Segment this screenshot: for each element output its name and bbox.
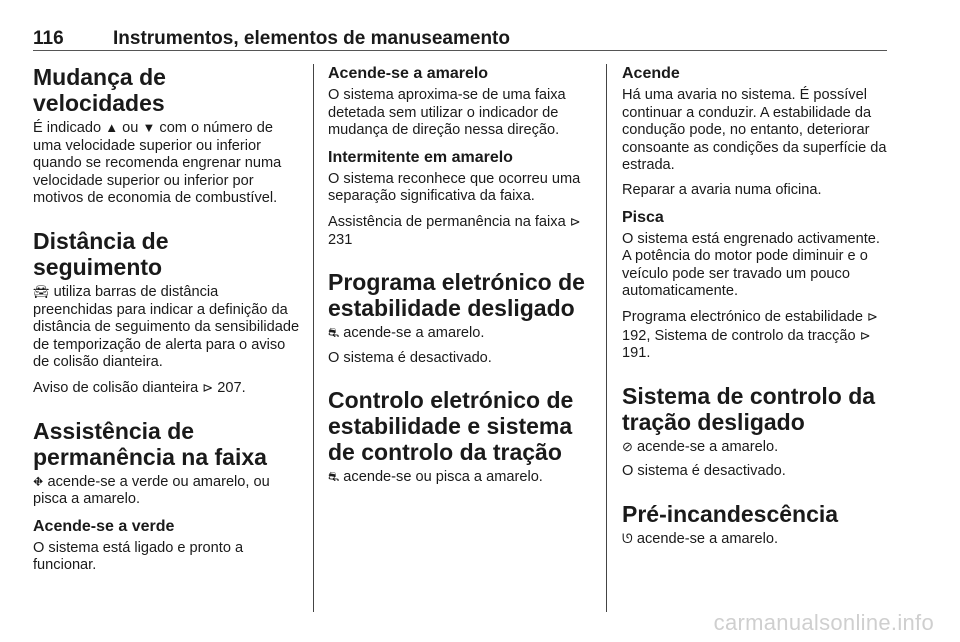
- paragraph-esc-off-1: ⛐ acende-se a amarelo.: [328, 325, 485, 342]
- traction-page-ref[interactable]: 191.: [622, 345, 651, 362]
- esc-off-icon: ⛐: [328, 325, 340, 341]
- heading-esc-off: Programa eletrónico de estabilidade desligado: [328, 269, 585, 322]
- paragraph-gear-shift: É indicado ▲ ou ▼ com o número de uma velocidade superior ou inferior quando se recomenda engrenar numa velocidade superior ou inferior por motivos de economia de combustível.: [33, 120, 282, 207]
- vehicle-ahead-icon: 🚘︎: [33, 283, 50, 299]
- column-2: [328, 64, 596, 612]
- shift-up-icon: ▲: [105, 120, 119, 135]
- column-divider: [606, 64, 607, 612]
- paragraph-esc-ref: Programa electrónico de estabilidade ⊳ 192, Sistema de controlo da tracção ⊳ 191.: [622, 308, 878, 362]
- paragraph-lights-green: O sistema está ligado e pronto a funcionar.: [33, 539, 244, 574]
- page-header: [33, 24, 887, 51]
- shift-down-icon: ▼: [142, 120, 156, 135]
- watermark: carmanualsonline.info: [713, 610, 934, 635]
- heading-glow-plug: Pré-incandescência: [622, 500, 839, 527]
- paragraph-glow-plug: ᘎ acende-se a amarelo.: [622, 530, 779, 547]
- page-ref-icon: ⊳: [569, 213, 581, 229]
- paragraph-lane-keep: ⛖ acende-se a verde ou amarelo, ou pisca a amarelo.: [33, 473, 270, 508]
- paragraph-lights-yellow: O sistema aproxima-se de uma faixa detetada sem utilizar o indicador de mudança de direção nessa direção.: [328, 87, 566, 139]
- paragraph-traction-off-1: ⊘ acende-se a amarelo.: [622, 438, 779, 455]
- esc-icon: ⛐: [328, 469, 340, 485]
- heading-flashing-yellow: Intermitente em amarelo: [328, 148, 513, 166]
- column-3: [622, 64, 890, 612]
- column-1: [33, 64, 301, 612]
- collision-page-ref[interactable]: 207.: [217, 379, 246, 396]
- paragraph-following-distance: 🚘︎ utiliza barras de distância preenchidas para indicar a definição da distância de seguimento da sensibilidade de temporização de alerta para o aviso de colisão dianteira.: [33, 283, 300, 371]
- traction-off-icon: ⊘: [622, 438, 633, 454]
- heading-blinks: Pisca: [622, 208, 664, 226]
- heading-lights-green: Acende-se a verde: [33, 517, 175, 535]
- page-ref-icon: ⊳: [859, 327, 871, 343]
- heading-following-distance: Distância de seguimento: [33, 227, 169, 280]
- heading-gear-shift: Mudança de velocidades: [33, 64, 166, 116]
- page-ref-icon: ⊳: [867, 308, 878, 324]
- paragraph-collision-ref: Aviso de colisão dianteira ⊳ 207.: [33, 379, 246, 396]
- heading-esc-traction: Controlo eletrónico de estabilidade e sistema de controlo da tração: [328, 387, 574, 466]
- paragraph-esc-off-2: O sistema é desactivado.: [328, 349, 492, 366]
- paragraph-traction-off-2: O sistema é desactivado.: [622, 463, 786, 480]
- page-number: 116: [33, 28, 64, 49]
- running-title: Instrumentos, elementos de manuseamento: [113, 28, 510, 49]
- lane-keep-icon: ⛖: [33, 473, 44, 489]
- glow-plug-icon: ᘎ: [622, 530, 633, 546]
- heading-lights-on: Acende: [622, 65, 680, 82]
- heading-lane-keep: Assistência de permanência na faixa: [33, 417, 267, 470]
- paragraph-lights-on-1: Há uma avaria no sistema. É possível continuar a conduzir. A estabilidade da condução pode, no entanto, deteriorar consoante as condições da superfície da estrada.: [622, 87, 887, 174]
- paragraph-esc-traction: ⛐ acende-se ou pisca a amarelo.: [328, 469, 543, 486]
- lane-page-ref[interactable]: 231: [328, 231, 353, 248]
- page-ref-icon: ⊳: [202, 379, 214, 395]
- paragraph-flashing-yellow: O sistema reconhece que ocorreu uma separação significativa da faixa.: [328, 170, 581, 205]
- esc-page-ref[interactable]: 192, Sistema de controlo da tracção: [622, 327, 856, 344]
- heading-lights-yellow: Acende-se a amarelo: [328, 65, 489, 82]
- paragraph-lane-ref: Assistência de permanência na faixa ⊳ 231: [328, 213, 581, 248]
- column-divider: [313, 64, 314, 612]
- paragraph-lights-on-2: Reparar a avaria numa oficina.: [622, 181, 822, 198]
- paragraph-blinks: O sistema está engrenado activamente. A potência do motor pode diminuir e o veículo pode ser travado um pouco automaticamente.: [622, 230, 880, 300]
- heading-traction-off: Sistema de controlo da tração desligado: [622, 382, 876, 435]
